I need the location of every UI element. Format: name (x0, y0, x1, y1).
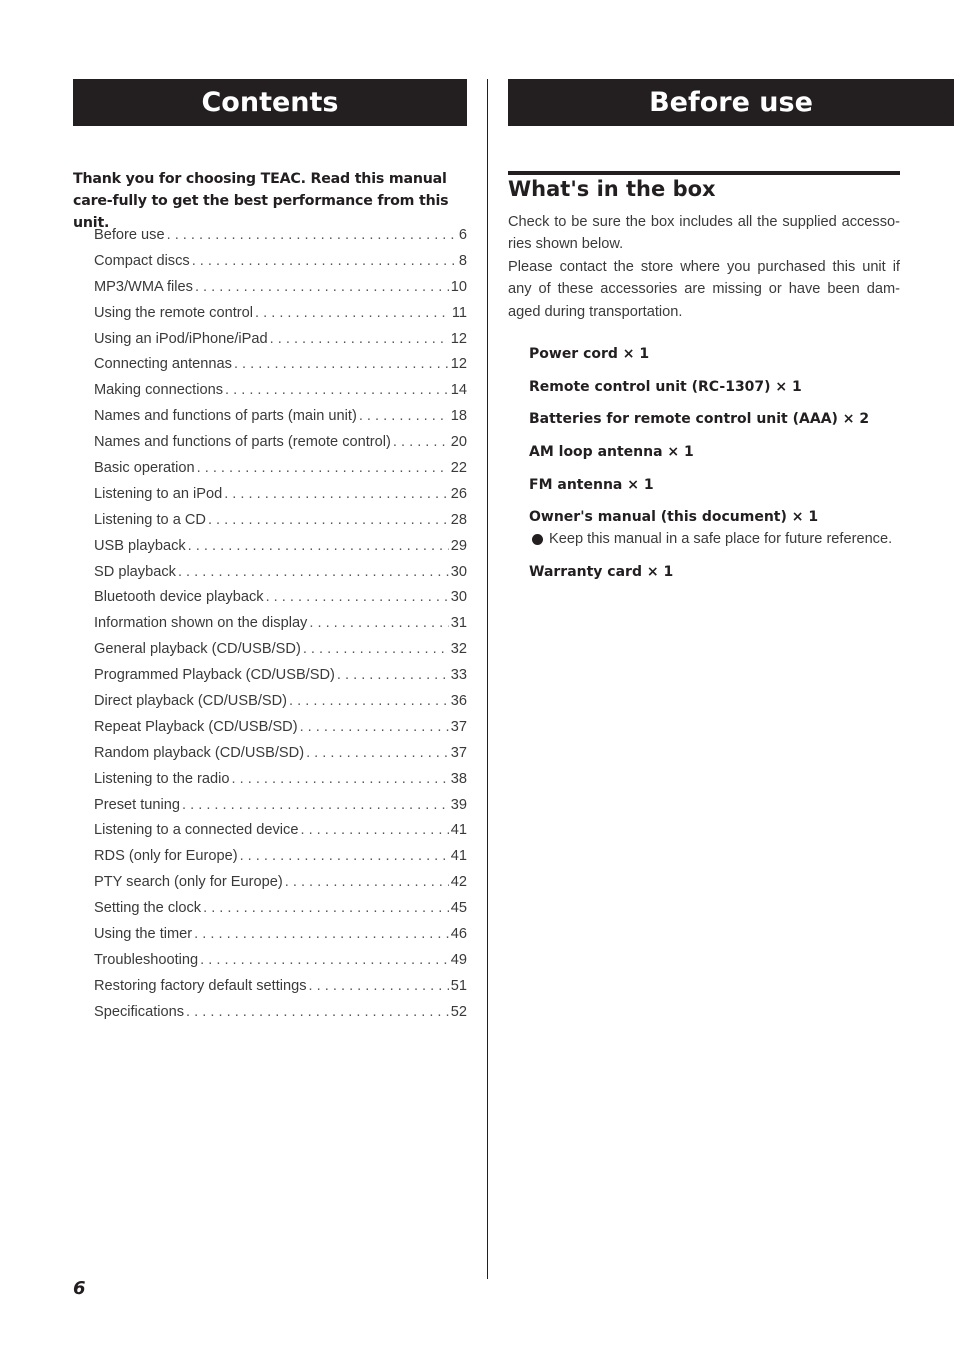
toc-page: 37 (450, 744, 467, 761)
toc-page: 42 (450, 874, 467, 891)
toc-row[interactable] (94, 512, 467, 538)
intro-text: Thank you for choosing TEAC. Read this manual care-fully to get the best performance from this unit. (73, 171, 449, 231)
toc-row[interactable] (94, 382, 467, 408)
toc-page: 6 (458, 227, 467, 243)
toc-page: 32 (450, 641, 467, 658)
toc-title: Using the timer (94, 926, 193, 943)
toc-leader (186, 1004, 449, 1020)
item-remote-control: Remote control unit (RC-1307) × 1 (529, 379, 802, 395)
item-fm-antenna: FM antenna × 1 (529, 477, 654, 493)
toc-page: 14 (450, 382, 467, 399)
contact-paragraph: Please contact the store where you purchased this unit if any of these accessories are missing or have been dam-aged during transportation. (508, 259, 900, 320)
toc-leader (208, 512, 449, 528)
toc-title: Listening to the radio (94, 770, 230, 787)
toc-title: Names and functions of parts (main unit) (94, 408, 357, 425)
toc-leader (192, 253, 457, 269)
toc-page: 30 (450, 563, 467, 580)
toc-row[interactable] (94, 279, 467, 305)
table-of-contents (94, 227, 467, 1030)
toc-row[interactable] (94, 822, 467, 848)
toc-title: Listening to an iPod (94, 485, 223, 502)
toc-page: 33 (450, 667, 467, 684)
section-title: What's in the box (508, 177, 716, 201)
toc-title: Repeat Playback (CD/USB/SD) (94, 718, 298, 735)
toc-row[interactable] (94, 926, 467, 952)
toc-page: 10 (450, 278, 467, 295)
toc-page: 41 (450, 848, 467, 865)
toc-title: Bluetooth device playback (94, 589, 264, 606)
toc-row[interactable] (94, 771, 467, 797)
toc-leader (200, 952, 449, 968)
toc-row[interactable] (94, 486, 467, 512)
toc-leader (266, 589, 449, 605)
toc-row[interactable] (94, 408, 467, 434)
toc-leader (337, 667, 449, 683)
toc-row[interactable] (94, 978, 467, 1004)
toc-leader (270, 331, 449, 347)
toc-title: Direct playback (CD/USB/SD) (94, 693, 288, 710)
toc-leader (309, 615, 448, 631)
toc-leader (167, 227, 457, 243)
toc-page: 37 (450, 718, 467, 735)
page-number: 6 (73, 1278, 86, 1299)
toc-page: 41 (450, 822, 467, 839)
toc-page: 8 (458, 252, 467, 269)
toc-title: MP3/WMA files (94, 278, 193, 295)
toc-leader (309, 978, 449, 994)
toc-page: 38 (450, 770, 467, 787)
toc-row[interactable] (94, 900, 467, 926)
toc-row[interactable] (94, 305, 467, 331)
toc-row[interactable] (94, 564, 467, 590)
toc-title: USB playback (94, 537, 186, 554)
toc-leader (188, 538, 449, 554)
toc-page: 18 (450, 408, 467, 425)
toc-row[interactable] (94, 874, 467, 900)
toc-title: Preset tuning (94, 796, 180, 813)
toc-leader (300, 719, 449, 735)
toc-title: Making connections (94, 382, 223, 399)
item-am-antenna: AM loop antenna × 1 (529, 444, 694, 460)
toc-title: Basic operation (94, 460, 195, 477)
toc-row[interactable] (94, 745, 467, 771)
toc-row[interactable] (94, 667, 467, 693)
toc-title: Setting the clock (94, 900, 202, 917)
bullet-icon (532, 534, 543, 545)
toc-row[interactable] (94, 1004, 467, 1030)
toc-row[interactable] (94, 434, 467, 460)
toc-row[interactable] (94, 797, 467, 823)
toc-row[interactable] (94, 460, 467, 486)
toc-row[interactable] (94, 719, 467, 745)
toc-title: Specifications (94, 1003, 185, 1020)
toc-title: Connecting antennas (94, 356, 232, 373)
toc-page: 52 (450, 1003, 467, 1020)
item-batteries: Batteries for remote control unit (AAA) × 2 (529, 411, 870, 427)
toc-page: 28 (450, 511, 467, 528)
column-divider (487, 79, 488, 1279)
toc-leader (240, 848, 449, 864)
before-use-heading: Before use (508, 79, 954, 126)
toc-title: Restoring factory default settings (94, 977, 307, 994)
toc-row[interactable] (94, 356, 467, 382)
note-text: Keep this manual in a safe place for future reference. (549, 531, 893, 547)
toc-leader (234, 356, 449, 372)
toc-leader (306, 745, 449, 761)
manual-note (532, 531, 892, 547)
toc-row[interactable] (94, 615, 467, 641)
toc-leader (194, 926, 449, 942)
toc-title: Listening to a CD (94, 511, 206, 528)
item-power-cord: Power cord × 1 (529, 346, 650, 362)
toc-page: 46 (450, 926, 467, 943)
toc-page: 39 (450, 796, 467, 813)
toc-leader (203, 900, 449, 916)
toc-title: Using an iPod/iPhone/iPad (94, 330, 268, 347)
toc-row[interactable] (94, 693, 467, 719)
toc-leader (359, 408, 449, 424)
item-warranty-card: Warranty card × 1 (529, 564, 674, 580)
toc-page: 30 (450, 589, 467, 606)
toc-title: Compact discs (94, 252, 190, 269)
toc-leader (285, 874, 449, 890)
toc-leader (303, 641, 449, 657)
toc-row[interactable] (94, 538, 467, 564)
toc-leader (195, 279, 449, 295)
toc-title: Programmed Playback (CD/USB/SD) (94, 667, 335, 684)
toc-row[interactable] (94, 952, 467, 978)
toc-leader (178, 564, 449, 580)
toc-leader (300, 822, 448, 838)
toc-page: 12 (450, 330, 467, 347)
toc-row[interactable] (94, 641, 467, 667)
toc-page: 11 (451, 304, 467, 321)
toc-page: 22 (450, 460, 467, 477)
toc-title: Random playback (CD/USB/SD) (94, 744, 305, 761)
toc-row[interactable] (94, 331, 467, 357)
item-owners-manual: Owner's manual (this document) × 1 (529, 509, 819, 525)
toc-page: 20 (450, 434, 467, 451)
toc-leader (197, 460, 449, 476)
toc-row[interactable] (94, 227, 467, 253)
toc-title: Troubleshooting (94, 951, 199, 968)
toc-title: General playback (CD/USB/SD) (94, 641, 301, 658)
contents-heading: Contents (73, 79, 467, 126)
toc-title: RDS (only for Europe) (94, 848, 238, 865)
toc-page: 36 (450, 693, 467, 710)
toc-leader (232, 771, 449, 787)
toc-page: 51 (450, 977, 467, 994)
toc-row[interactable] (94, 589, 467, 615)
toc-page: 12 (450, 356, 467, 373)
toc-row[interactable] (94, 253, 467, 279)
toc-page: 31 (450, 615, 467, 632)
toc-page: 29 (450, 537, 467, 554)
toc-leader (289, 693, 449, 709)
toc-leader (225, 382, 449, 398)
toc-leader (255, 305, 450, 321)
toc-leader (182, 797, 449, 813)
toc-row[interactable] (94, 848, 467, 874)
toc-title: PTY search (only for Europe) (94, 874, 283, 891)
check-paragraph: Check to be sure the box includes all the supplied accesso-ries shown below. (508, 214, 900, 253)
section-rule (508, 171, 900, 175)
toc-page: 26 (450, 485, 467, 502)
toc-title: Using the remote control (94, 304, 253, 321)
toc-title: Information shown on the display (94, 615, 308, 632)
toc-page: 49 (450, 951, 467, 968)
toc-leader (224, 486, 449, 502)
toc-page: 45 (450, 900, 467, 917)
toc-title: SD playback (94, 563, 176, 580)
toc-title: Before use (94, 227, 165, 243)
toc-title: Listening to a connected device (94, 822, 299, 839)
toc-title: Names and functions of parts (remote control) (94, 434, 391, 451)
toc-leader (393, 434, 449, 450)
